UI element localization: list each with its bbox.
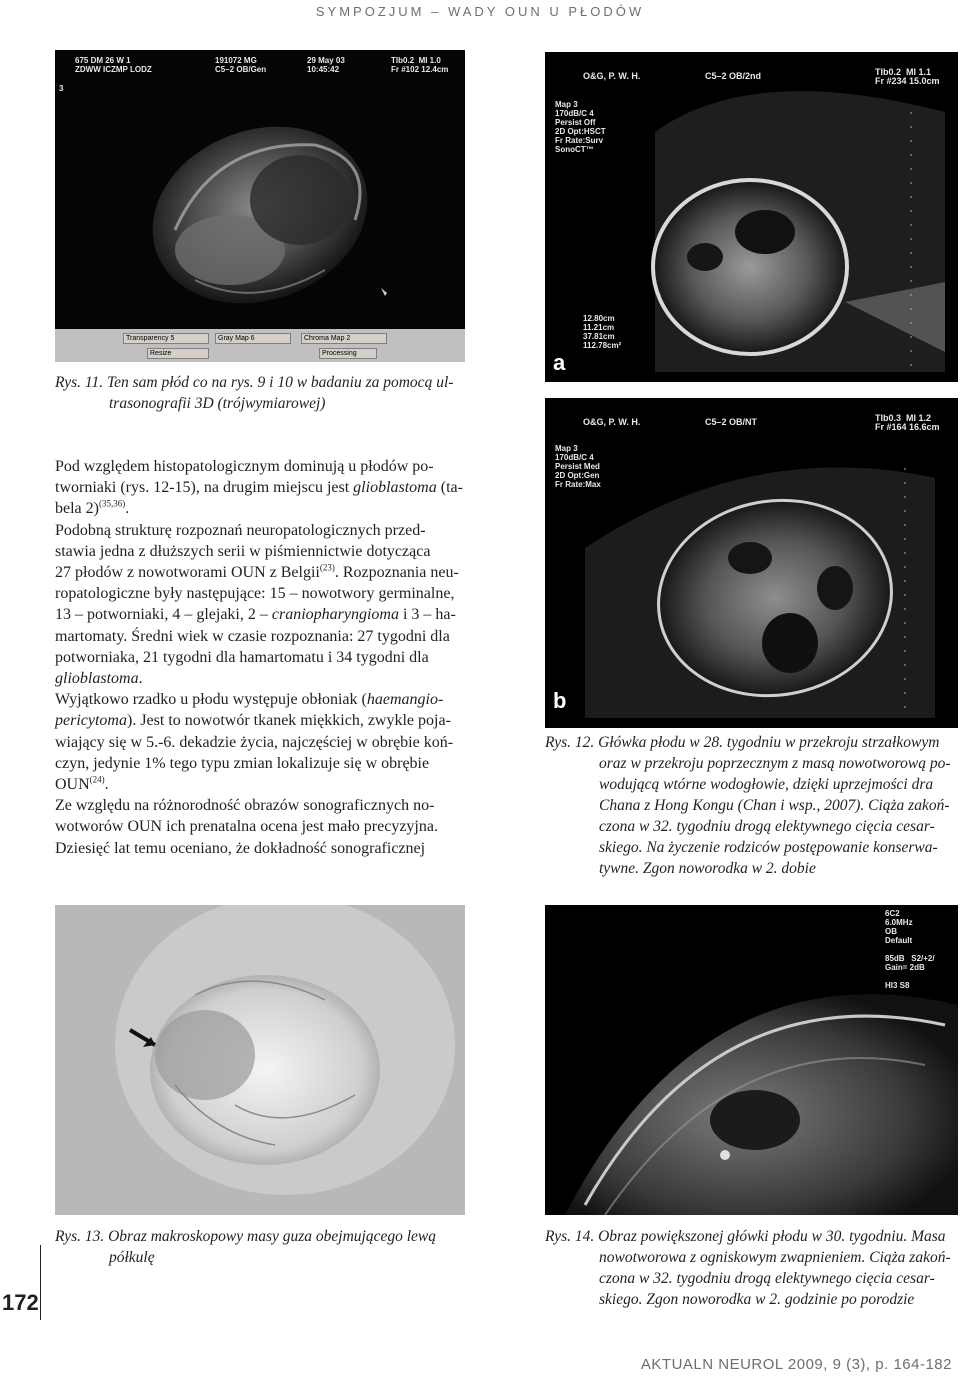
brain-specimen-photo: [55, 905, 465, 1215]
paragraph-4: [55, 795, 475, 859]
p2-em-craniopharyngioma: craniopharyngioma: [271, 606, 399, 624]
p1-line1: Pod względem histopatologicznym dominują u płodów po-: [55, 458, 434, 475]
fig12a-probe: C5–2 OB/2nd: [705, 71, 762, 81]
caption-fig12-label: Rys. 12.: [545, 734, 595, 751]
caption-fig12-line3: wodującą wtórne wodogłowie, dzięki uprzejmości dra: [599, 776, 934, 793]
fig11-overlay-params: TIb0.2 MI 1.0 Fr #102 12.4cm: [391, 56, 449, 74]
p1-citation: (35,36): [98, 499, 126, 510]
caption-fig14-line3: czona w 32. tygodniu drogą elektywnego cięcia cesar-: [599, 1270, 935, 1287]
p1-line2-tail: (ta-: [436, 479, 463, 497]
fig12a-panel-letter: a: [553, 350, 566, 375]
p3-em-pericytoma: pericytoma: [55, 712, 127, 730]
p2-line5: 13 – potworniaki, 4 – glejaki, 2 –: [55, 606, 272, 624]
fig11-overlay-patient: 675 DM 26 W 1 ZDWW ICZMP LODZ: [75, 56, 152, 74]
figure-13-macroscopic-photo: [55, 905, 465, 1215]
p2-line3: 27 płodów z nowotworami OUN z Belgii: [55, 564, 320, 582]
caption-fig12-line2: oraz w przekroju poprzecznym z masą nowotworową po-: [599, 755, 951, 772]
p2-line7: potworniaka, 21 tygodni dla hamartomatu i 34 tygodni dla: [55, 648, 429, 666]
p3-line5-tail: .: [104, 776, 109, 794]
p2-em-glioblastoma: glioblastoma: [55, 670, 139, 688]
fig12b-panel-letter: b: [553, 688, 567, 713]
p3-line3: wiający się w 5.-6. dekadzie życia, najczęściej w obrębie koń-: [55, 733, 454, 751]
p2-line1: Podobną strukturę rozpoznań neuropatologicznych przed-: [55, 521, 426, 539]
p2-line6: martomaty. Średni wiek w czasie rozpoznania: 27 tygodni dla: [55, 627, 450, 645]
fig12b-hospital: O&G, P. W. H.: [583, 417, 641, 427]
fig12a-measurements: 12.80cm 11.21cm 37.81cm 112.78cm²: [583, 314, 622, 350]
resize-control: Resize: [147, 348, 209, 359]
figure-14-ultrasound: [545, 905, 958, 1215]
caption-fig11-line1: Ten sam płód co na rys. 9 i 10 w badaniu za pomocą ul-: [106, 374, 454, 391]
caption-fig14-line1: Obraz powiększonej główki płodu w 30. tygodniu. Masa: [598, 1228, 946, 1245]
fig11-overlay-id: 191072 MG C5–2 OB/Gen: [215, 56, 267, 74]
p2-line3-tail: . Rozpoznania neu-: [334, 564, 459, 582]
ultrasound-toolbar: [55, 329, 465, 362]
paragraph-3: [55, 689, 475, 795]
fig12a-ti-mi: TIb0.2 MI 1.1 Fr #234 15.0cm: [875, 67, 940, 86]
fig14-params: 6C2 6.0MHz OB Default 85dB S2/+2/ Gain= 2dB HI3 S8: [885, 909, 935, 990]
journal-footer: AKTUALN NEUROL 2009, 9 (3), p. 164-182: [640, 1356, 952, 1373]
p3-citation: (24): [89, 774, 105, 785]
p2-line5-tail: i 3 – ha-: [398, 606, 456, 624]
p3-line1: Wyjątkowo rzadko u płodu występuje obłoniak (: [55, 691, 367, 709]
paragraph-1: [55, 456, 475, 520]
gray-map-control: Gray Map 6: [215, 333, 291, 344]
caption-fig11-label: Rys. 11.: [55, 374, 104, 391]
p4-line2: wotworów OUN ich prenatalna ocena jest mało precyzyjna.: [55, 818, 438, 836]
caption-fig12-line5: czona w 32. tygodniu drogą elektywnego cięcia cesar-: [599, 818, 935, 835]
processing-control: Processing: [319, 348, 377, 359]
caption-fig14-line2: nowotworowa z ogniskowym zwapnieniem. Ciąża zakoń-: [599, 1249, 951, 1266]
caption-fig12: [545, 732, 958, 879]
transverse-ultrasound-image: [545, 398, 958, 728]
fig12b-ti-mi: TIb0.3 MI 1.2 Fr #164 16.6cm: [875, 413, 940, 432]
page-number-rule: [40, 1245, 41, 1320]
caption-fig12-line6: skiego. Na życzenie rodziców postępowanie konserwa-: [599, 839, 938, 856]
p3-em-haemangio: haemangio-: [366, 691, 444, 709]
caption-fig14: [545, 1226, 958, 1310]
paragraph-2: [55, 520, 475, 690]
body-text-column: [55, 456, 475, 859]
caption-fig13-label: Rys. 13.: [55, 1228, 105, 1245]
p4-line1: Ze względu na różnorodność obrazów sonograficznych no-: [55, 797, 435, 815]
p2-line2: stawia jedna z dłuższych serii w piśmiennictwie dotycząca: [55, 542, 431, 560]
p1-line3-tail: .: [125, 500, 130, 518]
fig11-overlay-small: 3: [59, 84, 64, 93]
running-header: SYMPOZJUM – WADY OUN U PŁODÓW: [315, 4, 645, 19]
figure-11-3d-ultrasound: [55, 50, 465, 362]
caption-fig12-line4: Chana z Hong Kongu (Chan i wsp., 2007). Ciąża zakoń-: [599, 797, 950, 814]
fig12b-probe: C5–2 OB/NT: [705, 417, 758, 427]
p4-line3: Dziesięć lat temu oceniano, że dokładność sonograficznej: [55, 839, 426, 857]
chroma-map-control: Chroma Map 2: [301, 333, 387, 344]
caption-fig14-line4: skiego. Zgon noworodka w 2. godzinie po porodzie: [599, 1291, 915, 1308]
fig12a-hospital: O&G, P. W. H.: [583, 71, 641, 81]
p3-line4: czyn, jedynie 1% tego typu zmian lokalizuje się w obrębie: [55, 754, 430, 772]
p2-citation: (23): [319, 562, 335, 573]
caption-fig13: [55, 1226, 475, 1268]
caption-fig13-line2: półkulę: [109, 1249, 155, 1266]
p1-line3: bela 2): [55, 500, 99, 518]
p2-line4: ropatologiczne były następujące: 15 – nowotwory germinalne,: [55, 585, 455, 603]
fetal-head-3d-render: [55, 50, 465, 362]
caption-fig11-line2: trasonografii 3D (trójwymiarowej): [109, 395, 326, 412]
fig12a-params: Map 3 170dB/C 4 Persist Off 2D Opt:HSCT Fr Rate:Surv SonoCT™: [555, 100, 606, 154]
fig11-overlay-date: 29 May 03 10:45:42: [307, 56, 345, 74]
p3-line5: OUN: [55, 776, 90, 794]
caption-fig13-line1: Obraz makroskopowy masy guza obejmującego lewą: [108, 1228, 437, 1245]
transparency-control: Transparency 5: [123, 333, 209, 344]
p3-line2-tail: ). Jest to nowotwór tkanek miękkich, zwykle poja-: [126, 712, 451, 730]
caption-fig11: [55, 372, 475, 414]
caption-fig12-line7: tywne. Zgon noworodka w 2. dobie: [599, 860, 816, 877]
caption-fig14-label: Rys. 14.: [545, 1228, 595, 1245]
p1-em-glioblastoma: glioblastoma: [353, 479, 437, 497]
caption-fig12-line1: Główka płodu w 28. tygodniu w przekroju strzałkowym: [598, 734, 940, 751]
page-number: 172: [2, 1290, 39, 1315]
fig12b-params: Map 3 170dB/C 4 Persist Med 2D Opt:Gen Fr Rate:Max: [555, 444, 601, 489]
p2-line8-tail: .: [138, 670, 143, 688]
p1-line2: tworniaki (rys. 12-15), na drugim miejscu jest: [55, 479, 354, 497]
figure-12a-ultrasound: [545, 52, 958, 382]
figure-12b-ultrasound: [545, 398, 958, 728]
